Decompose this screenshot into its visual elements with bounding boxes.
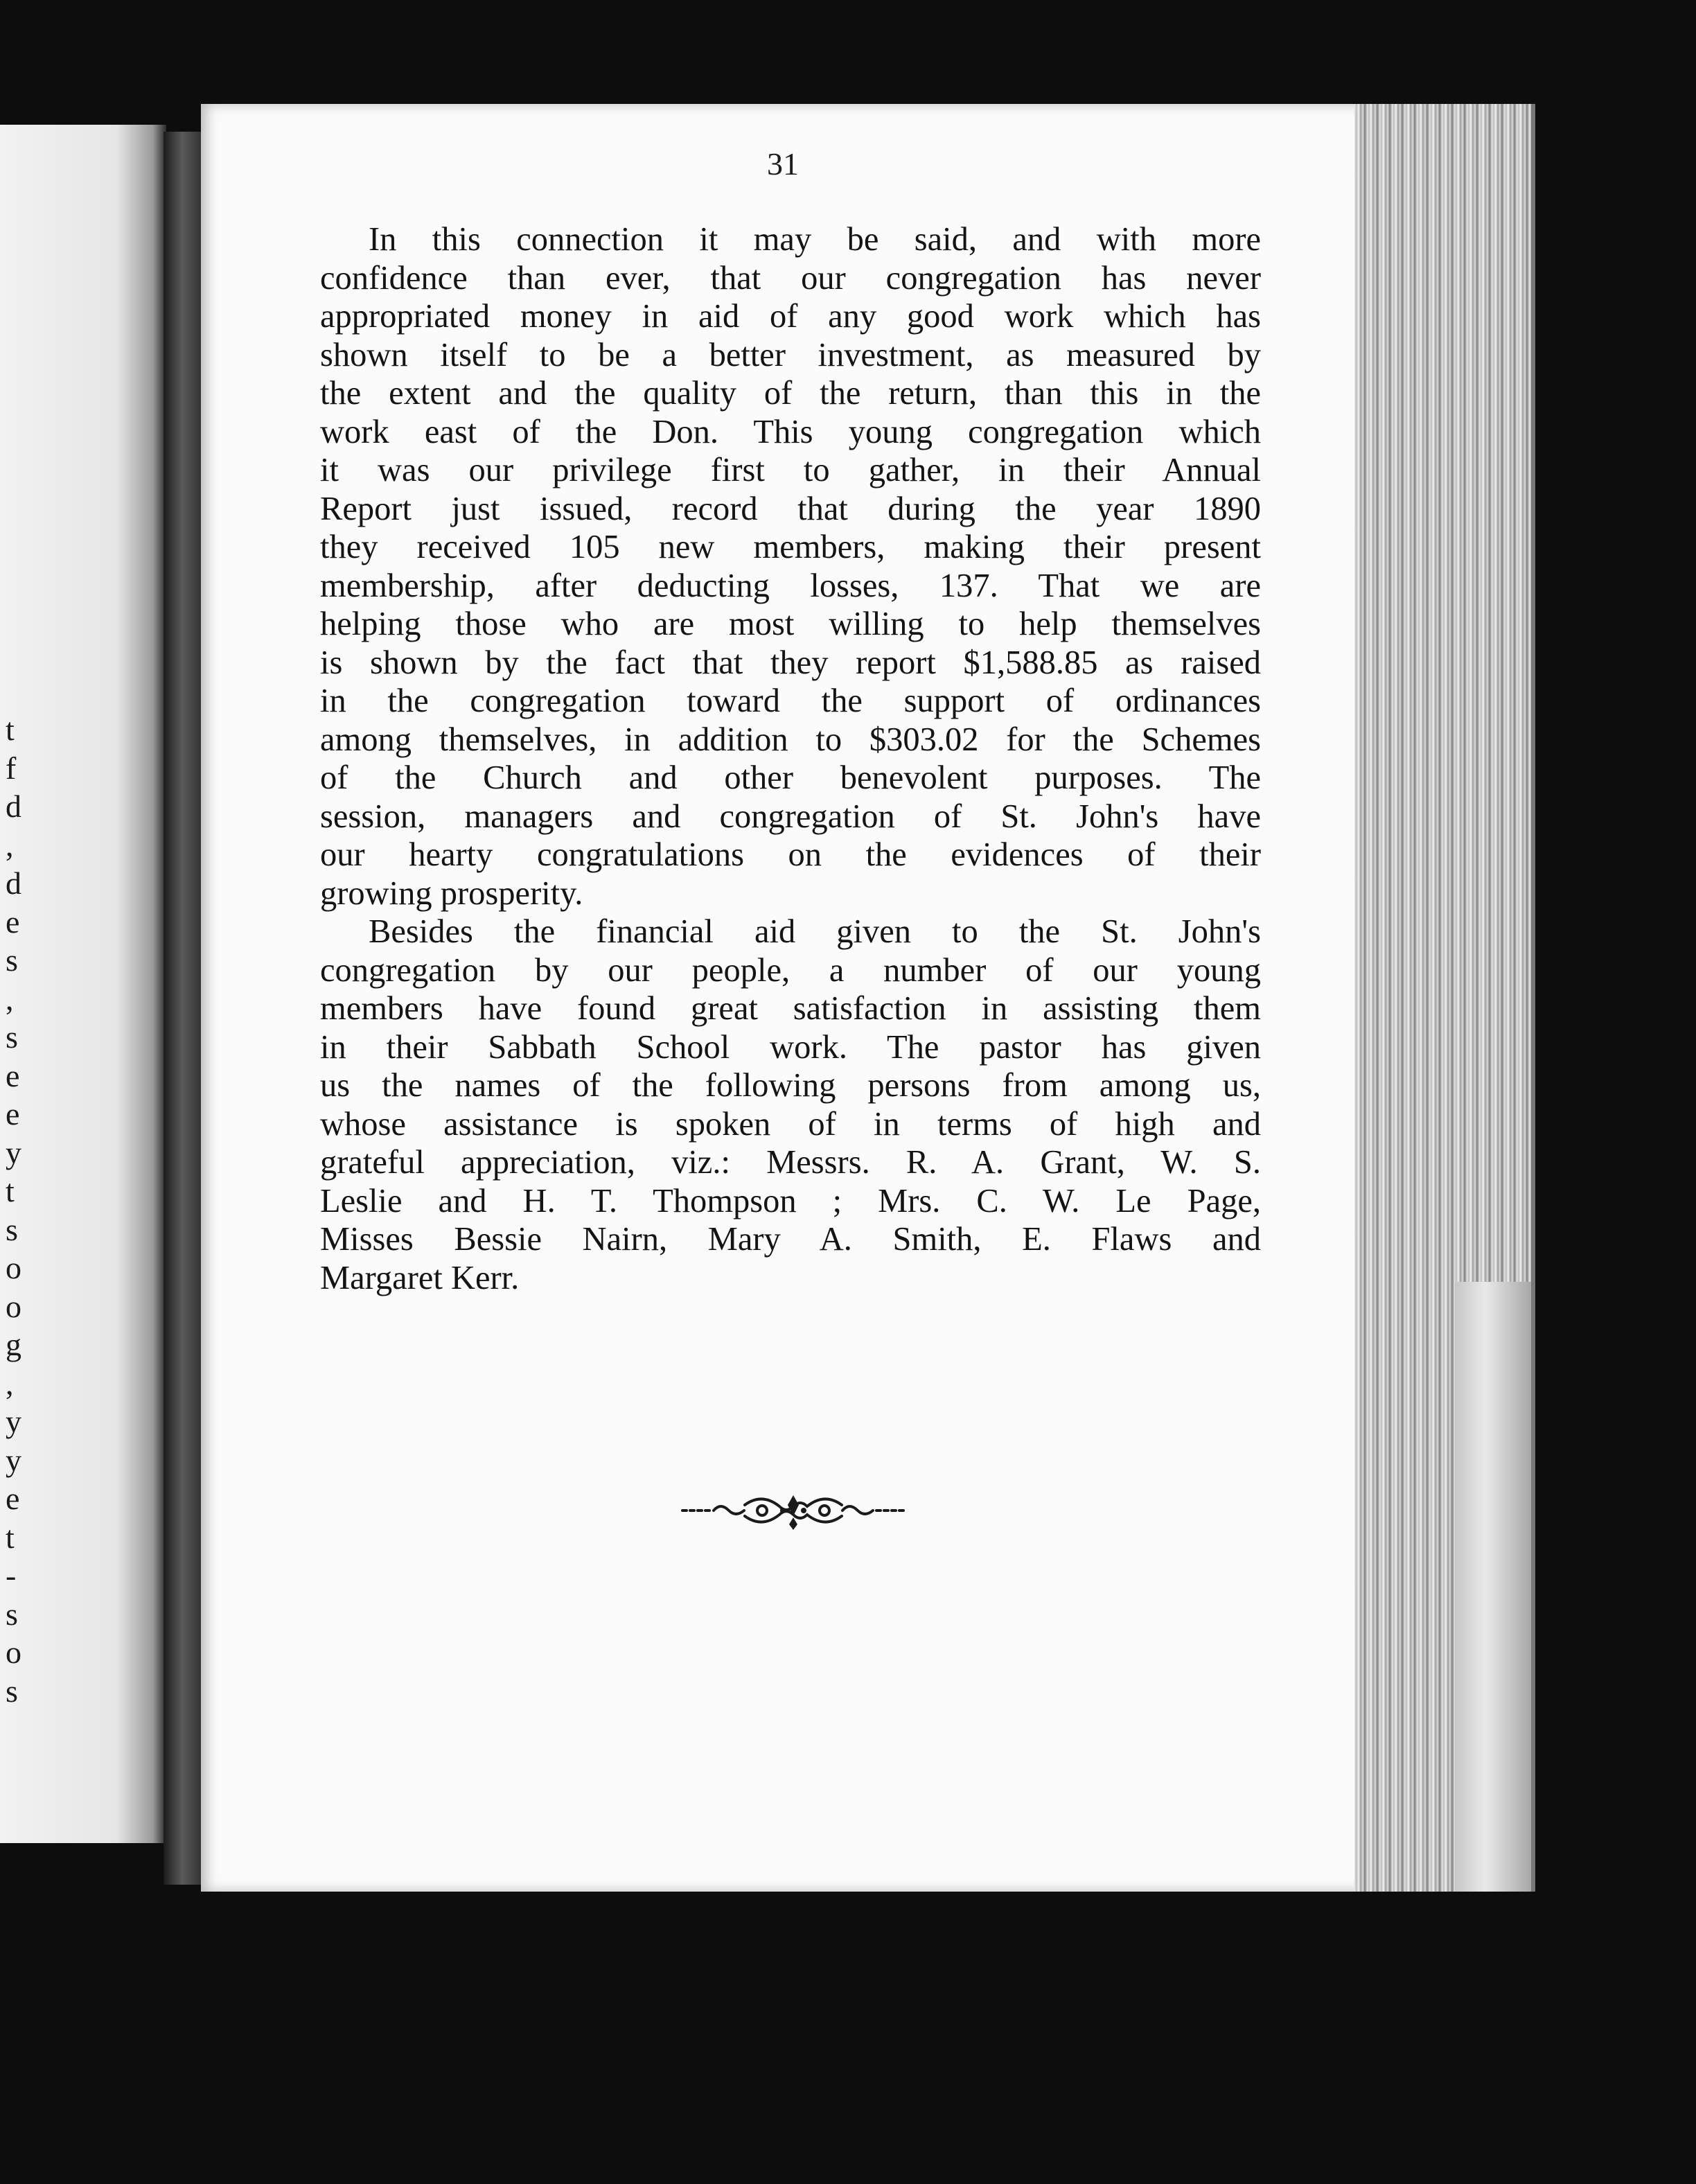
text-line: appropriated money in aid of any good work which has xyxy=(320,298,1261,335)
text-line: session, managers and congregation of St. John's have xyxy=(320,798,1261,835)
text-line: Besides the financial aid given to the St. John's xyxy=(369,913,1261,950)
facing-page-fragment: y xyxy=(6,1134,21,1170)
text-line: helping those who are most willing to help themselves xyxy=(320,606,1261,642)
facing-page-fragment: e xyxy=(6,1057,20,1093)
facing-page-fragment: s xyxy=(6,1673,18,1709)
facing-page-fragment: e xyxy=(6,1481,20,1516)
fleuron-ornament-icon xyxy=(679,1490,908,1531)
facing-page-fragment: s xyxy=(6,1596,18,1632)
text-line: in the congregation toward the support of ordinances xyxy=(320,682,1261,719)
text-line: grateful appreciation, viz.: Messrs. R. A. Grant, W. S. xyxy=(320,1144,1261,1181)
text-line: shown itself to be a better investment, as measured by xyxy=(320,336,1261,373)
text-line: of the Church and other benevolent purposes. The xyxy=(320,759,1261,796)
facing-page-fragment: , xyxy=(6,1365,14,1401)
facing-page-fragment: , xyxy=(6,980,14,1016)
text-line: in their Sabbath School work. The pastor has given xyxy=(320,1028,1261,1066)
text-line: confidence than ever, that our congregation has never xyxy=(320,259,1261,297)
facing-page-fragment: - xyxy=(6,1558,17,1593)
facing-page-fragment: o xyxy=(6,1288,21,1324)
text-line: members have found great satisfaction in assisting them xyxy=(320,990,1261,1027)
text-line: us the names of the following persons from among us, xyxy=(320,1067,1261,1104)
facing-page-fragment: t xyxy=(6,712,15,747)
text-line: Misses Bessie Nairn, Mary A. Smith, E. Flaws and xyxy=(320,1221,1261,1258)
facing-page xyxy=(0,125,166,1843)
facing-page-fragment: s xyxy=(6,942,18,978)
facing-page-fragment: f xyxy=(6,750,17,786)
facing-page-fragment: s xyxy=(6,1019,18,1055)
paragraph-2 xyxy=(320,913,1261,1297)
facing-page-fragment: g xyxy=(6,1327,21,1362)
facing-page-fragment: t xyxy=(6,1519,15,1555)
text-line: the extent and the quality of the return, than this in the xyxy=(320,375,1261,412)
text-line: Margaret Kerr. xyxy=(320,1259,520,1296)
text-line: work east of the Don. This young congregation which xyxy=(320,413,1261,450)
text-line: is shown by the fact that they report $1,588.85 as raised xyxy=(320,644,1261,681)
book-gutter xyxy=(164,132,205,1885)
facing-page-fragment: y xyxy=(6,1442,21,1478)
facing-page-fragment: t xyxy=(6,1173,15,1208)
body-text xyxy=(320,220,1261,1297)
facing-page-fragment: o xyxy=(6,1635,21,1670)
facing-page-fragment: y xyxy=(6,1404,21,1439)
paragraph-1 xyxy=(320,220,1261,913)
facing-page-fragment: d xyxy=(6,789,21,824)
text-line: growing prosperity. xyxy=(320,874,583,912)
facing-page-fragment: d xyxy=(6,865,21,901)
text-line: they received 105 new members, making their present xyxy=(320,529,1261,565)
facing-page-fragment: e xyxy=(6,904,20,940)
text-line: our hearty congratulations on the evidences of their xyxy=(320,836,1261,873)
facing-page-fragment: s xyxy=(6,1211,18,1247)
facing-page-fragment: , xyxy=(6,827,14,863)
text-line: Report just issued, record that during the year 1890 xyxy=(320,490,1261,527)
page-number: 31 xyxy=(767,146,799,182)
text-line: membership, after deducting losses, 137. That we are xyxy=(320,567,1261,604)
text-line: congregation by our people, a number of our young xyxy=(320,951,1261,989)
text-line: it was our privilege first to gather, in their Annual xyxy=(320,452,1261,488)
facing-page-fragment: e xyxy=(6,1096,20,1131)
page-edges xyxy=(1354,104,1535,1892)
text-line: Leslie and H. T. Thompson ; Mrs. C. W. Le Page, xyxy=(320,1182,1261,1219)
text-line: In this connection it may be said, and with more xyxy=(369,221,1261,258)
text-line: whose assistance is spoken of in terms of high and xyxy=(320,1105,1261,1143)
facing-page-fragment: o xyxy=(6,1250,21,1285)
text-line: among themselves, in addition to $303.02 for the Schemes xyxy=(320,721,1261,758)
